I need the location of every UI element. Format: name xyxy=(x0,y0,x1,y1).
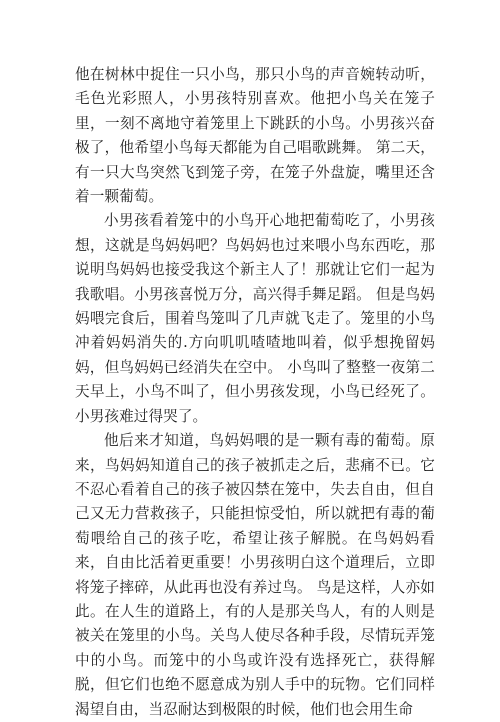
article-body xyxy=(75,63,435,722)
paragraph-2: 小男孩看着笼中的小鸟开心地把葡萄吃了，小男孩想，这就是鸟妈妈吧？鸟妈妈也过来喂小鸟东西吃，那说明鸟妈妈也接受我这个新主人了！那就让它们一起为我歌唱。小男孩喜悦万分，高兴得手舞足蹈。 但是鸟妈妈喂完食后，围着鸟笼叫了几声就飞走了。笼里的小鸟冲着妈妈消失的.方向叽叽喳喳地叫着，似乎想挽留妈妈，但鸟妈妈已经消失在空中。 小鸟叫了整整一夜第二天早上，小鸟不叫了，但小男孩发现，小鸟已经死了。小男孩难过得哭了。 xyxy=(75,212,435,425)
paragraph-1: 他在树林中捉住一只小鸟，那只小鸟的声音婉转动听，毛色光彩照人，小男孩特别喜欢。他把小鸟关在笼子里，一刻不离地守着笼里上下跳跃的小鸟。小男孩兴奋极了，他希望小鸟每天都能为自己唱歌跳舞。 第二天，有一只大鸟突然飞到笼子旁，在笼子外盘旋，嘴里还含着一颗葡萄。 xyxy=(75,66,435,206)
paragraph-3: 他后来才知道，鸟妈妈喂的是一颗有毒的葡萄。原来，鸟妈妈知道自己的孩子被抓走之后，悲痛不已。它不忍心看着自己的孩子被囚禁在笼中，失去自由，但自己又无力营救孩子，只能担惊受怕，所以就把有毒的葡萄喂给自己的孩子吃，希望让孩子解脱。在鸟妈妈看来，自由比活着更重要！小男孩明白这个道理后，立即将笼子摔碎，从此再也没有养过鸟。 鸟是这样，人亦如此。在人生的道路上，有的人是那关鸟人，有的人则是被关在笼里的小鸟。关鸟人使尽各种手段，尽情玩弄笼中的小鸟。而笼中的小鸟或许没有选择死亡，获得解脱，但它们也绝不愿意成为别人手中的玩物。它们同样渴望自由，当忍耐达到极限的时候，他们也会用生命 xyxy=(75,432,435,718)
